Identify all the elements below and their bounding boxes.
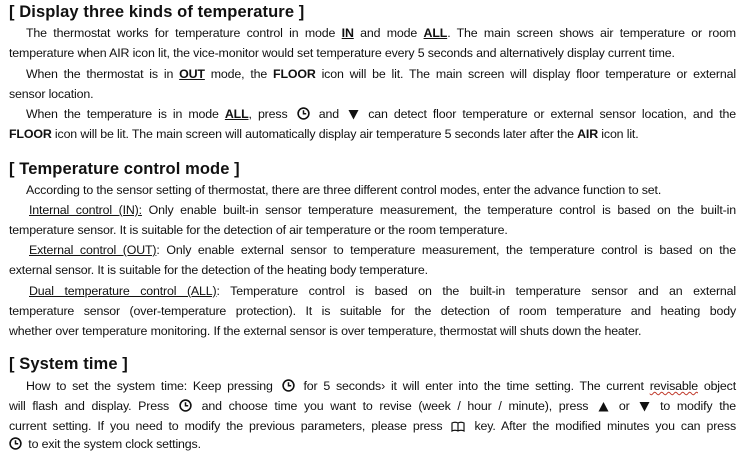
dual-control-label: Dual temperature control (ALL)	[29, 284, 217, 298]
text: will flash and display. Press	[9, 399, 176, 413]
mode-all-label: ALL	[224, 107, 249, 121]
down-triangle-icon	[639, 401, 650, 412]
external-line-1	[9, 242, 736, 258]
time-line-2	[9, 398, 736, 414]
time-line-1	[9, 378, 736, 394]
text: icon lit.	[598, 127, 639, 141]
text: or	[612, 399, 637, 413]
text: to modify the	[653, 399, 737, 413]
dual-line-1	[9, 283, 736, 299]
internal-line-1	[9, 202, 736, 218]
book-icon	[451, 421, 465, 432]
text: key. After the modified minutes you can press	[468, 419, 737, 433]
text: and choose time you want to revise (week / hour / minute), press	[194, 399, 596, 413]
air-label: AIR	[577, 127, 598, 141]
internal-line-2	[9, 222, 508, 238]
text: current setting. If you need to modify the previous parameters, please press	[9, 419, 449, 433]
text: : Only enable external sensor to temperature measurement, the temperature control is based on the	[156, 243, 736, 257]
mode-all-label: ALL	[423, 26, 448, 40]
text: When the thermostat is in	[26, 67, 180, 81]
mode-in-label: IN	[341, 26, 354, 40]
text: The thermostat works for temperature control in mode	[26, 26, 342, 40]
clock-icon	[9, 437, 22, 450]
display-line-4	[9, 86, 93, 102]
heading-display-temperature: [ Display three kinds of temperature ]	[9, 3, 305, 21]
display-line-5	[9, 106, 736, 122]
text: and	[312, 107, 346, 121]
text: can detect floor temperature or external sensor location, and the	[362, 107, 736, 121]
clock-icon	[179, 399, 192, 412]
text: According to the sensor setting of thermostat, there are three different control modes, enter the advance function to set.	[26, 183, 662, 197]
revisable-word: revisable	[649, 379, 698, 393]
clock-icon	[297, 107, 310, 120]
text: to exit the system clock settings.	[25, 437, 201, 451]
text: icon will be lit. The main screen will display floor temperature or external	[315, 67, 736, 81]
text: for 5 seconds› it will enter into the time setting. The current	[297, 379, 650, 393]
text: . The main screen shows air temperature or room	[447, 26, 736, 40]
floor-label: FLOOR	[9, 127, 52, 141]
text: and mode	[353, 26, 424, 40]
text: sensor location.	[9, 87, 94, 101]
text: temperature when AIR icon lit, the vice-monitor would set temperature every 5 seconds and alternatively display current time.	[9, 46, 675, 60]
heading-system-time: [ System time ]	[9, 355, 128, 373]
dual-line-2	[9, 303, 736, 319]
text: whether over temperature monitoring. If the external sensor is over temperature, thermostat will shuts down the heater.	[9, 324, 642, 338]
mode-out-label: OUT	[179, 67, 205, 81]
time-line-4	[9, 436, 201, 452]
text: , press	[248, 107, 294, 121]
text: : Temperature control is based on the built-in temperature sensor and an external	[216, 284, 737, 298]
text: mode, the	[204, 67, 274, 81]
text: Only enable built-in sensor temperature measurement, the temperature control is based on the built-in	[141, 203, 736, 217]
dual-line-3	[9, 323, 641, 339]
display-line-1	[9, 25, 736, 41]
internal-control-label: Internal control (IN):	[29, 203, 142, 217]
down-triangle-icon	[348, 109, 359, 120]
control-intro	[26, 182, 661, 198]
text: object	[697, 379, 736, 393]
text: icon will be lit. The main screen will automatically display air temperature 5 seconds later after the	[51, 127, 578, 141]
text: When the temperature is in mode	[26, 107, 225, 121]
display-line-6	[9, 126, 639, 142]
clock-icon	[282, 379, 295, 392]
text: external sensor. It is suitable for the detection of the heating body temperature.	[9, 263, 428, 277]
text: How to set the system time: Keep pressing	[26, 379, 279, 393]
time-line-3	[9, 418, 736, 434]
display-line-2	[9, 45, 675, 61]
floor-label: FLOOR	[273, 67, 316, 81]
external-control-label: External control (OUT)	[29, 243, 157, 257]
up-triangle-icon	[598, 401, 609, 412]
text: temperature sensor. It is suitable for the detection of air temperature or the room temperature.	[9, 223, 508, 237]
heading-temperature-control-mode: [ Temperature control mode ]	[9, 160, 240, 178]
display-line-3	[9, 66, 736, 82]
external-line-2	[9, 262, 428, 278]
text: temperature sensor (over-temperature protection). It is suitable for the detection of room temperature and heating body	[9, 304, 736, 318]
